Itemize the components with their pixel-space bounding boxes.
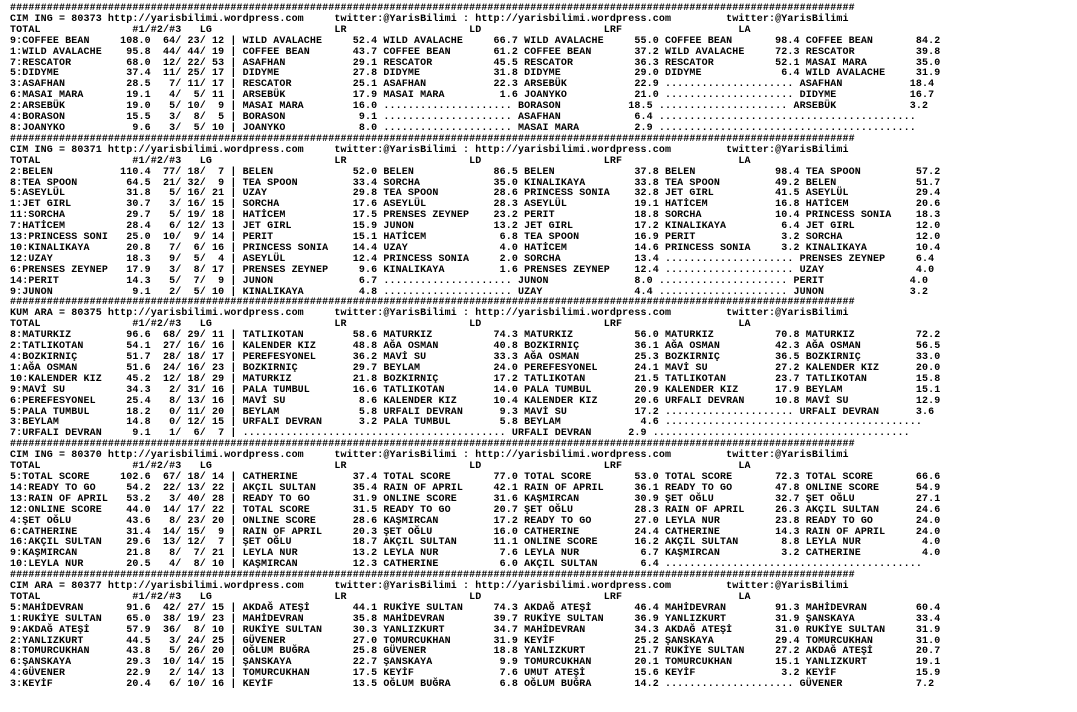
horse-row: 16:AKÇIL SULTAN 29.6 13/ 12/ 7 | ŞET OĞLU 18.7 AKÇIL SULTAN 11.1 ONLINE SCORE 16.2 AKÇIL SULTAN 8.8 LEYLA NUR 4.0: [10, 537, 941, 549]
horse-row: 5:TOTAL SCORE 102.6 67/ 18/ 14 | CATHERINE 37.4 TOTAL SCORE 77.0 TOTAL SCORE 53.0 TOTAL SCORE 72.3 TOTAL SCORE 66.6: [10, 471, 941, 483]
horse-row: 9:MAVİ SU 34.3 2/ 31/ 16 | PALA TUMBUL 16.6 TATLIKOTAN 14.0 PALA TUMBUL 20.9 KALENDER KIZ 17.9 BEYLAM 15.1: [10, 384, 941, 396]
horse-row: 1:RUKİYE SULTAN 65.0 38/ 19/ 23 | MAHİDEVRAN 35.8 MAHİDEVRAN 39.7 RUKİYE SULTAN 36.9 YANLIZKURT 31.9 ŞANSKAYA 33.4: [10, 613, 941, 625]
column-header-line: TOTAL #1/#2/#3 LG LR LD LRF LA: [10, 155, 751, 167]
horse-row: 13:PRINCESS SONI 25.0 10/ 9/ 14 | PERIT 15.1 HATİCEM 6.8 TEA SPOON 16.9 PERIT 3.2 SORCHA 12.0: [10, 232, 941, 244]
horse-row: 9:COFFEE BEAN 108.0 64/ 23/ 12 | WILD AVALACHE 52.4 WILD AVALACHE 66.7 WILD AVALACHE 55.0 COFFEE BEAN 98.4 COFFEE BEAN 84.2: [10, 35, 941, 47]
horse-row: 2:TATLIKOTAN 54.1 27/ 16/ 16 | KALENDER KIZ 48.8 AĞA OSMAN 40.8 BOZKIRNIÇ 36.1 AĞA OSMAN 42.3 AĞA OSMAN 56.5: [10, 341, 941, 353]
horse-row: 4:BOZKIRNIÇ 51.7 28/ 18/ 17 | PEREFESYONEL 36.2 MAVİ SU 33.3 AĞA OSMAN 25.3 BOZKIRNIÇ 36.5 BOZKIRNIÇ 33.0: [10, 352, 941, 363]
horse-row: 14:PERIT 14.3 5/ 7/ 9 | JUNON 6.7 ..................... JUNON 8.0 ..................... PERIT 4.0: [10, 275, 929, 287]
separator-line: ##########################################################################################################################################: [10, 439, 855, 451]
horse-row: 3:ASAFHAN 28.5 7/ 11/ 17 | RESCATOR 25.1 ASAFHAN 22.3 ARSEBÜK 22.9 ..................... ASAFHAN 18.4: [10, 79, 935, 91]
horse-row: 12:UZAY 18.3 9/ 5/ 4 | ASEYLÜL 12.4 PRINCESS SONIA 2.0 SORCHA 13.4 ..................... PRENSES ZEYNEP 6.4: [10, 253, 935, 265]
horse-row: 3:BEYLAM 14.8 0/ 12/ 15 | URFALI DEVRAN 3.2 PALA TUMBUL 5.8 BEYLAM 4.6 ..........................................: [10, 417, 923, 429]
horse-row: 6:PEREFESYONEL 25.4 8/ 13/ 16 | MAVİ SU 8.6 KALENDER KIZ 10.4 KALENDER KIZ 20.6 URFALI DEVRAN 10.8 MAVİ SU 12.9: [10, 395, 941, 407]
horse-row: 5:ASEYLÜL 31.8 5/ 16/ 21 | UZAY 29.8 TEA SPOON 28.6 PRINCESS SONIA 32.8 JET GIRL 41.5 ASEYLÜL 29.4: [10, 188, 941, 200]
horse-row: 8:MATURKIZ 96.6 68/ 29/ 11 | TATLIKOTAN 58.6 MATURKIZ 74.3 MATURKIZ 56.0 MATURKIZ 70.8 MATURKIZ 72.2: [10, 330, 941, 342]
horse-row: 4:ŞET OĞLU 43.6 8/ 23/ 20 | ONLINE SCORE 28.6 KAŞMIRCAN 17.2 READY TO GO 27.0 LEYLA NUR 23.8 READY TO GO 24.0: [10, 515, 941, 527]
separator-line: ##########################################################################################################################################: [10, 3, 855, 14]
horse-row: 8:JOANYKO 9.6 3/ 5/ 10 | JOANYKO 8.0 ..................... MASAI MARA 2.9 ..........................................: [10, 122, 916, 134]
horse-row: 8:TEA SPOON 64.5 21/ 32/ 9 | TEA SPOON 33.4 SORCHA 35.0 KINALIKAYA 33.8 TEA SPOON 49.2 BELEN 51.7: [10, 177, 941, 189]
horse-row: 8:TOMURCUKHAN 43.8 5/ 26/ 20 | OĞLUM BUĞRA 25.8 GÜVENER 18.8 YANLIZKURT 21.7 RUKİYE SULTAN 27.2 AKDAĞ ATEŞİ 20.7: [10, 646, 941, 658]
horse-row: 10:LEYLA NUR 20.5 4/ 8/ 10 | KAŞMIRCAN 12.3 CATHERINE 6.0 AKÇIL SULTAN 6.4 ..........................................: [10, 559, 923, 571]
horse-row: 7:RESCATOR 68.0 12/ 22/ 53 | ASAFHAN 29.1 RESCATOR 45.5 RESCATOR 36.3 RESCATOR 52.1 MASAI MARA 35.0: [10, 57, 941, 69]
column-header-line: TOTAL #1/#2/#3 LG LR LD LRF LA: [10, 591, 751, 603]
race-header-line: CIM ING = 80373 http://yarisbilimi.wordpress.com twitter:@YarisBilimi : http://yarisbilimi.wordpress.com twitter:@YarisBilimi: [10, 13, 849, 25]
horse-row: 1:JET GIRL 30.7 3/ 16/ 15 | SORCHA 17.6 ASEYLÜL 28.3 ASEYLÜL 19.1 HATİCEM 16.8 HATİCEM 20.6: [10, 199, 941, 211]
race-header-line: KUM ARA = 80375 http://yarisbilimi.wordpress.com twitter:@YarisBilimi : http://yarisbilimi.wordpress.com twitter:@YarisBilimi: [10, 308, 849, 320]
report-text: [10, 4, 1077, 691]
horse-row: 11:SORCHA 29.7 5/ 19/ 18 | HATİCEM 17.5 PRENSES ZEYNEP 23.2 PERIT 18.8 SORCHA 10.4 PRINCESS SONIA 18.3: [10, 210, 941, 222]
horse-row: 7:URFALI DEVRAN 9.1 1/ 6/ 7 | ........................................... URFALI DEVRAN 2.9 ..........................................: [10, 428, 910, 440]
horse-row: 7:HATİCEM 28.4 6/ 12/ 13 | JET GIRL 15.9 JUNON 13.2 JET GIRL 17.2 KINALIKAYA 6.4 JET GIRL 12.0: [10, 221, 941, 233]
column-header-line: TOTAL #1/#2/#3 LG LR LD LRF LA: [10, 319, 751, 331]
horse-row: 2:BELEN 110.4 77/ 18/ 7 | BELEN 52.0 BELEN 86.5 BELEN 37.8 BELEN 98.4 TEA SPOON 57.2: [10, 166, 941, 178]
horse-row: 9:KAŞMIRCAN 21.8 8/ 7/ 21 | LEYLA NUR 13.2 LEYLA NUR 7.6 LEYLA NUR 6.7 KAŞMIRCAN 3.2 CATHERINE 4.0: [10, 548, 941, 560]
separator-line: ##########################################################################################################################################: [10, 570, 855, 582]
horse-row: 5:MAHİDEVRAN 91.6 42/ 27/ 15 | AKDAĞ ATEŞİ 44.1 RUKİYE SULTAN 74.3 AKDAĞ ATEŞİ 46.4 MAHİDEVRAN 91.3 MAHİDEVRAN 60.4: [10, 602, 941, 614]
horse-row: 4:BORASON 15.5 3/ 8/ 5 | BORASON 9.1 ..................... ASAFHAN 6.4 ..........................................: [10, 112, 916, 124]
horse-row: 9:JUNON 9.1 2/ 5/ 10 | KINALIKAYA 4.8 ..................... UZAY 4.4 ..................... JUNON 3.2: [10, 286, 929, 298]
horse-row: 13:RAIN OF APRIL 53.2 3/ 40/ 28 | READY TO GO 31.9 ONLINE SCORE 31.6 KAŞMIRCAN 30.9 ŞET OĞLU 32.7 ŞET OĞLU 27.1: [10, 493, 941, 505]
separator-line: ##########################################################################################################################################: [10, 297, 855, 309]
horse-row: 6:CATHERINE 31.4 14/ 15/ 9 | RAIN OF APRIL 20.3 ŞET OĞLU 16.0 CATHERINE 24.4 CATHERINE 14.3 RAIN OF APRIL 24.0: [10, 526, 941, 538]
column-header-line: TOTAL #1/#2/#3 LG LR LD LRF LA: [10, 24, 751, 36]
horse-row: 12:ONLINE SCORE 44.0 14/ 17/ 22 | TOTAL SCORE 31.5 READY TO GO 20.7 ŞET OĞLU 28.3 RAIN OF APRIL 26.3 AKÇIL SULTAN 24.6: [10, 504, 941, 516]
horse-row: 2:YANLIZKURT 44.5 3/ 24/ 25 | GÜVENER 27.0 TOMURCUKHAN 31.9 KEYİF 25.2 ŞANSKAYA 29.4 TOMURCUKHAN 31.0: [10, 635, 941, 647]
horse-row: 2:ARSEBÜK 19.0 5/ 10/ 9 | MASAI MARA 16.0 ..................... BORASON 18.5 ..................... ARSEBÜK 3.2: [10, 101, 929, 113]
horse-row: 6:ŞANSKAYA 29.3 10/ 14/ 15 | ŞANSKAYA 22.7 ŞANSKAYA 9.9 TOMURCUKHAN 20.1 TOMURCUKHAN 15.1 YANLIZKURT 19.1: [10, 657, 941, 669]
horse-row: 14:READY TO GO 54.2 22/ 13/ 22 | AKÇIL SULTAN 35.4 RAIN OF APRIL 42.1 RAIN OF APRIL 36.1 READY TO GO 47.8 ONLINE SCORE 54.9: [10, 482, 941, 494]
horse-row: 1:WILD AVALACHE 95.8 44/ 44/ 19 | COFFEE BEAN 43.7 COFFEE BEAN 61.2 COFFEE BEAN 37.2 WILD AVALACHE 72.3 RESCATOR 39.8: [10, 46, 941, 58]
horse-row: 5:PALA TUMBUL 18.2 0/ 11/ 20 | BEYLAM 5.8 URFALI DEVRAN 9.3 MAVİ SU 17.2 ..................... URFALI DEVRAN 3.6: [10, 406, 935, 418]
horse-row: 6:PRENSES ZEYNEP 17.9 3/ 8/ 17 | PRENSES ZEYNEP 9.6 KINALIKAYA 1.6 PRENSES ZEYNEP 12.4 ..................... UZAY 4.0: [10, 264, 935, 276]
separator-line: ##########################################################################################################################################: [10, 133, 855, 145]
horse-row: 10:KALENDER KIZ 45.2 12/ 18/ 29 | MATURKIZ 21.8 BOZKIRNIÇ 17.2 TATLIKOTAN 21.5 TATLIKOTAN 23.7 TATLIKOTAN 15.8: [10, 373, 941, 385]
horse-row: 5:DIDYME 37.4 11/ 25/ 17 | DIDYME 27.8 DIDYME 31.8 DIDYME 29.0 DIDYME 6.4 WILD AVALACHE 31.9: [10, 68, 941, 80]
horse-row: 10:KINALIKAYA 20.8 7/ 6/ 16 | PRINCESS SONIA 14.4 UZAY 4.0 HATİCEM 14.6 PRINCESS SONIA 3.2 KINALIKAYA 10.4: [10, 242, 941, 254]
horse-row: 4:GÜVENER 22.9 2/ 14/ 13 | TOMURCUKHAN 17.5 KEYİF 7.6 UMUT ATEŞİ 15.6 KEYİF 3.2 KEYİF 15.9: [10, 668, 941, 680]
race-header-line: CIM ING = 80370 http://yarisbilimi.wordpress.com twitter:@YarisBilimi : http://yarisbilimi.wordpress.com twitter:@YarisBilimi: [10, 450, 849, 462]
horse-row: 6:MASAI MARA 19.1 4/ 5/ 11 | ARSEBÜK 17.9 MASAI MARA 1.6 JOANYKO 21.0 ..................... DIDYME 16.7: [10, 90, 935, 102]
column-header-line: TOTAL #1/#2/#3 LG LR LD LRF LA: [10, 461, 751, 473]
race-header-line: CIM ING = 80371 http://yarisbilimi.wordpress.com twitter:@YarisBilimi : http://yarisbilimi.wordpress.com twitter:@YarisBilimi: [10, 144, 849, 156]
horse-row: 9:AKDAĞ ATEŞİ 57.9 36/ 8/ 10 | RUKİYE SULTAN 30.3 YANLIZKURT 34.7 MAHİDEVRAN 34.3 AKDAĞ ATEŞİ 31.0 RUKİYE SULTAN 31.9: [10, 624, 941, 636]
horse-row: 3:KEYİF 20.4 6/ 10/ 16 | KEYİF 13.5 OĞLUM BUĞRA 6.8 OĞLUM BUĞRA 14.2 ..................... GÜVENER 7.2: [10, 679, 935, 691]
horse-row: 1:AĞA OSMAN 51.6 24/ 16/ 23 | BOZKIRNIÇ 29.7 BEYLAM 24.0 PEREFESYONEL 24.1 MAVİ SU 27.2 KALENDER KIZ 20.0: [10, 362, 941, 374]
race-header-line: CIM ARA = 80377 http://yarisbilimi.wordpress.com twitter:@YarisBilimi : http://yarisbilimi.wordpress.com twitter:@YarisBilimi: [10, 581, 849, 593]
